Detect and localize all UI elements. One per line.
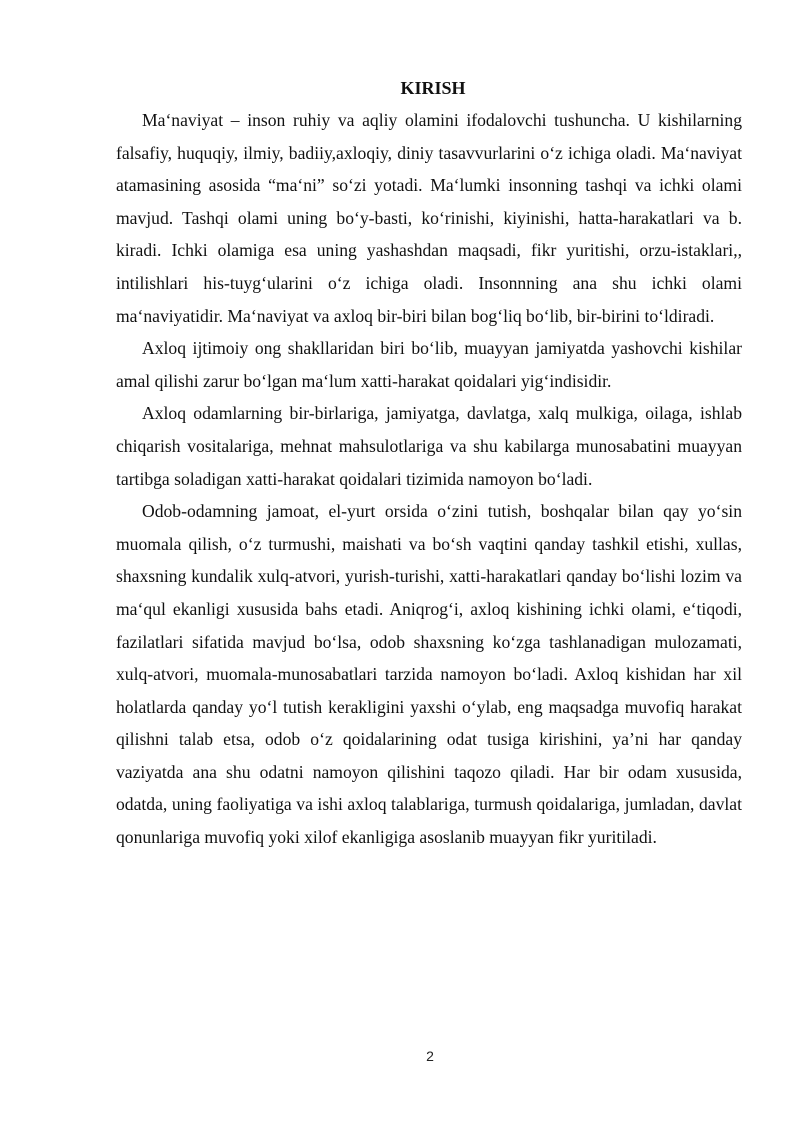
page-number: 2 [426,1048,434,1064]
paragraph-2: Axloq ijtimoiy ong shakllaridan biri bo‘lib, muayyan jamiyatda yashovchi kishilar amal qilishi zarur bo‘lgan ma‘lum xatti-harakat qoidalari yig‘indisidir. [116,338,742,391]
paragraph-3: Axloq odamlarning bir-birlariga, jamiyatga, davlatga, xalq mulkiga, oilaga, ishlab chiqarish vositalariga, mehnat mahsulotlariga va shu kabilarga munosabatini muayyan tartibga soladigan xatti-harakat qoidalari tizimida namoyon bo‘ladi. [116,403,742,489]
page-content [116,72,742,854]
paragraph-1: Ma‘naviyat – inson ruhiy va aqliy olamini ifodalovchi tushuncha. U kishilarning falsafiy, huquqiy, ilmiy, badiiy,axloqiy, diniy tasavvurlarini o‘z ichiga oladi. Ma‘naviyat atamasining asosida “ma‘ni” so‘zi yotadi. Ma‘lumki insonning tashqi va ichki olami mavjud. Tashqi olami uning bo‘y-basti, ko‘rinishi, kiyinishi, hatta-harakatlari va b. kiradi. Ichki olamiga esa uning yashashdan maqsadi, fikr yuritishi, orzu-istaklari,, intilishlari his-tuyg‘ularini o‘z ichiga oladi. Insonnning ana shu ichki olami ma‘naviyatidir. Ma‘naviyat va axloq bir-biri bilan bog‘liq bo‘lib, bir-birini to‘ldiradi. [116,110,742,326]
paragraph-4: Odob-odamning jamoat, el-yurt orsida o‘zini tutish, boshqalar bilan qay yo‘sin muomala qilish, o‘z turmushi, maishati va bo‘sh vaqtini qanday tashkil etishi, xullas, shaxsning kundalik xulq-atvori, yurish-turishi, xatti-harakatlari qanday bo‘lishi lozim va ma‘qul ekanligi xususida bahs etadi. Aniqrog‘i, axloq kishining ichki olami, e‘tiqodi, fazilatlari sifatida mavjud bo‘lsa, odob shaxsning ko‘zga tashlanadigan mulozamati, xulq-atvori, muomala-munosabatlari tarzida namoyon bo‘ladi. Axloq kishidan har xil holatlarda qanday yo‘l tutish kerakligini yaxshi o‘ylab, eng maqsadga muvofiq harakat qilishni talab etsa, odob o‘z qoidalarining odat tusiga kirishini, ya’ni har qanday vaziyatda ana shu odatni namoyon qilishini taqozo qiladi. Har bir odam xususida, odatda, uning faoliyatiga va ishi axloq talablariga, turmush qoidalariga, jumladan, davlat qonunlariga muvofiq yoki xilof ekanligiga asoslanib muayyan fikr yuritiladi. [116,501,742,848]
page-title: KIRISH [400,78,466,98]
